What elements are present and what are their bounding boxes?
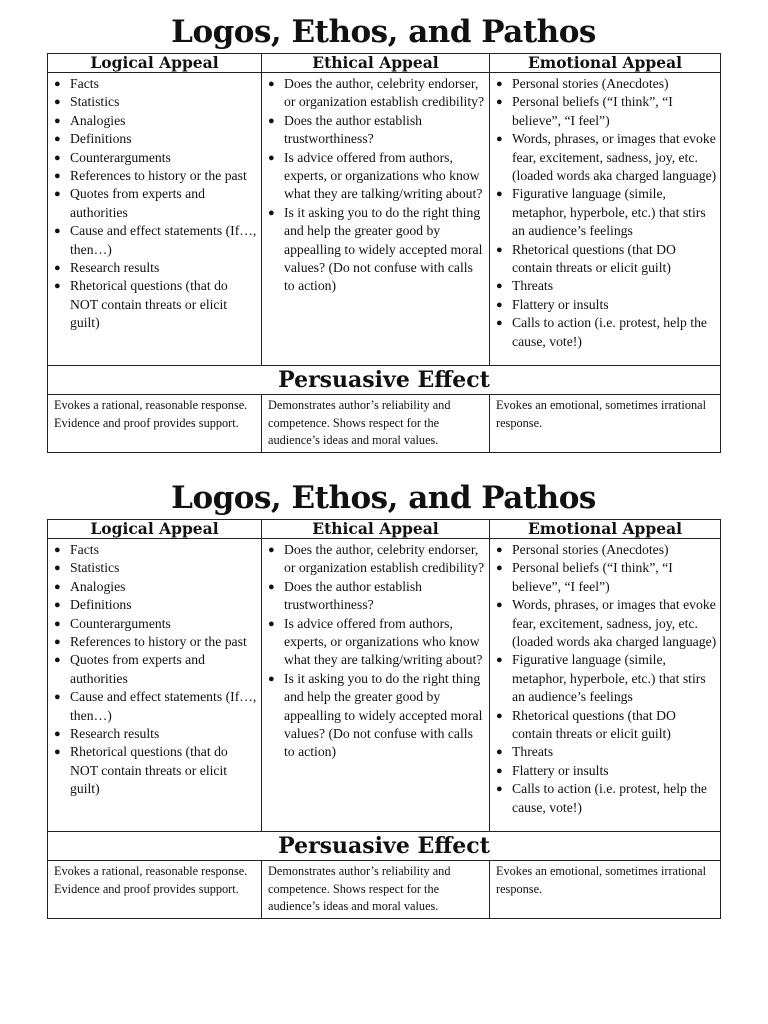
ethical-cell: [262, 539, 490, 832]
list-item: ● Quotes from experts and authorities: [54, 186, 205, 220]
list-item: ● Does the author establish trustworthiness?: [268, 112, 422, 147]
list-item: ● Does the author establish trustworthiness?: [268, 578, 422, 613]
header-row: [48, 520, 721, 539]
list-item: ● Personal stories (Anecdotes): [496, 541, 717, 559]
logical-list: [48, 539, 261, 802]
appeals-table: [47, 519, 721, 919]
ethical-list: [262, 539, 489, 765]
bullet-icon: ●: [268, 78, 275, 90]
bullet-icon: ●: [496, 133, 503, 146]
list-item: ● Personal beliefs (“I think”, “I believe”, “I feel”): [496, 94, 673, 128]
header-ethical-appeal: Ethical Appeal: [262, 54, 490, 73]
bullet-icon: ●: [496, 783, 503, 796]
effect-logical: Evokes a rational, reasonable response. Evidence and proof provides support.: [48, 395, 262, 453]
handout-card-2: [47, 478, 720, 919]
logical-list: [48, 73, 261, 336]
bullet-icon: ●: [54, 262, 61, 275]
bullet-icon: ●: [268, 672, 275, 685]
list-item: ● Research results: [54, 259, 258, 277]
list-item: ● References to history or the past: [54, 633, 258, 651]
card-title: Logos, Ethos, and Pathos: [171, 480, 596, 516]
bullet-icon: ●: [54, 617, 61, 630]
bullet-icon: ●: [54, 746, 61, 759]
list-item: ● Does the author, celebrity endorser, or organization establish credibility?: [268, 76, 485, 110]
effect-emotional: Evokes an emotional, sometimes irrational response.: [490, 861, 721, 919]
list-item: ● Words, phrases, or images that evoke fear, excitement, sadness, joy, etc. (loaded words aka charged language): [496, 597, 717, 650]
ethical-list: [262, 73, 489, 299]
appeals-row: [48, 539, 721, 832]
bullet-icon: ●: [54, 599, 61, 612]
list-item: ● Analogies: [54, 578, 258, 596]
bullet-icon: ●: [54, 188, 61, 201]
bullet-icon: ●: [496, 317, 503, 330]
bullet-icon: ●: [54, 280, 61, 293]
bullet-icon: ●: [268, 151, 275, 164]
list-item: ● Counterarguments: [54, 149, 258, 167]
ethical-cell: [262, 73, 490, 366]
bullet-icon: ●: [54, 544, 61, 556]
list-item: ● Facts: [54, 541, 258, 559]
appeals-table: [47, 53, 721, 453]
list-item: ● Personal beliefs (“I think”, “I believe”, “I feel”): [496, 560, 673, 594]
list-item: ● Words, phrases, or images that evoke fear, excitement, sadness, joy, etc. (loaded words aka charged language): [496, 131, 717, 184]
list-item: ● Statistics: [54, 559, 258, 577]
effect-ethical: Demonstrates author’s reliability and competence. Shows respect for the audience’s ideas and moral values.: [262, 395, 490, 453]
header-emotional-appeal: Emotional Appeal: [490, 520, 721, 539]
bullet-icon: ●: [54, 654, 61, 667]
list-item: ● Definitions: [54, 130, 258, 148]
emotional-list: [490, 539, 720, 820]
effect-ethical: Demonstrates author’s reliability and competence. Shows respect for the audience’s ideas and moral values.: [262, 861, 490, 919]
list-item: ● Flattery or insults: [496, 762, 717, 780]
bullet-icon: ●: [496, 298, 503, 311]
header-ethical-appeal: Ethical Appeal: [262, 520, 490, 539]
list-item: ● Rhetorical questions (that do NOT contain threats or elicit guilt): [54, 278, 228, 331]
bullet-icon: ●: [496, 709, 503, 722]
bullet-icon: ●: [496, 96, 503, 109]
emotional-cell: [490, 73, 721, 366]
bullet-icon: ●: [54, 96, 61, 109]
list-item: ● Figurative language (simile, metaphor, hyperbole, etc.) that stirs an audience’s feelings: [496, 186, 706, 239]
bullet-icon: ●: [54, 562, 61, 575]
header-logical-appeal: Logical Appeal: [48, 520, 262, 539]
list-item: ● Calls to action (i.e. protest, help the cause, vote!): [496, 781, 708, 815]
bullet-icon: ●: [268, 114, 275, 127]
bullet-icon: ●: [54, 580, 61, 593]
bullet-icon: ●: [268, 206, 275, 219]
list-item: ● Facts: [54, 75, 258, 93]
effect-row: [48, 861, 721, 919]
bullet-icon: ●: [54, 133, 61, 146]
header-row: [48, 54, 721, 73]
emotional-cell: [490, 539, 721, 832]
list-item: ● Analogies: [54, 112, 258, 130]
header-emotional-appeal: Emotional Appeal: [490, 54, 721, 73]
bullet-icon: ●: [268, 617, 275, 630]
effect-title: Persuasive Effect: [48, 366, 721, 395]
list-item: ● Is advice offered from authors, experts, or organizations who know what they are talking/writing about?: [268, 615, 483, 668]
bullet-icon: ●: [496, 78, 503, 90]
bullet-icon: ●: [54, 114, 61, 127]
bullet-icon: ●: [496, 544, 503, 556]
effect-title-row: [48, 832, 721, 861]
list-item: ● Figurative language (simile, metaphor, hyperbole, etc.) that stirs an audience’s feelings: [496, 652, 706, 705]
effect-emotional: Evokes an emotional, sometimes irrational response.: [490, 395, 721, 453]
list-item: ● Research results: [54, 725, 258, 743]
logical-cell: [48, 539, 262, 832]
bullet-icon: ●: [54, 636, 61, 649]
bullet-icon: ●: [54, 151, 61, 164]
list-item: ● References to history or the past: [54, 167, 258, 185]
list-item: ● Definitions: [54, 596, 258, 614]
list-item: ● Cause and effect statements (If…, then…): [54, 223, 257, 257]
list-item: ● Counterarguments: [54, 615, 258, 633]
card-title: Logos, Ethos, and Pathos: [171, 14, 596, 50]
list-item: ● Is advice offered from authors, experts, or organizations who know what they are talking/writing about?: [268, 149, 483, 202]
list-item: ● Rhetorical questions (that DO contain threats or elicit guilt): [496, 241, 676, 276]
bullet-icon: ●: [496, 599, 503, 612]
list-item: ● Does the author, celebrity endorser, or organization establish credibility?: [268, 542, 485, 576]
bullet-icon: ●: [54, 691, 61, 704]
bullet-icon: ●: [268, 580, 275, 593]
bullet-icon: ●: [496, 562, 503, 575]
list-item: ● Cause and effect statements (If…, then…): [54, 689, 257, 723]
bullet-icon: ●: [54, 225, 61, 238]
list-item: ● Flattery or insults: [496, 296, 717, 314]
bullet-icon: ●: [496, 746, 503, 759]
list-item: ● Rhetorical questions (that DO contain threats or elicit guilt): [496, 707, 676, 742]
emotional-list: [490, 73, 720, 354]
list-item: ● Quotes from experts and authorities: [54, 652, 205, 686]
list-item: ● Threats: [496, 277, 717, 295]
bullet-icon: ●: [496, 243, 503, 256]
list-item: ● Is it asking you to do the right thing and help the greater good by appealling to widely accepted moral values? (Do not confuse with calls to action): [268, 670, 483, 760]
effect-title: Persuasive Effect: [48, 832, 721, 861]
list-item: ● Threats: [496, 743, 717, 761]
list-item: ● Is it asking you to do the right thing and help the greater good by appealling to widely accepted moral values? (Do not confuse with calls to action): [268, 204, 483, 294]
list-item: ● Rhetorical questions (that do NOT contain threats or elicit guilt): [54, 744, 228, 797]
list-item: ● Statistics: [54, 93, 258, 111]
appeals-row: [48, 73, 721, 366]
list-item: ● Calls to action (i.e. protest, help the cause, vote!): [496, 315, 708, 349]
list-item: ● Personal stories (Anecdotes): [496, 75, 717, 93]
bullet-icon: ●: [54, 728, 61, 741]
bullet-icon: ●: [496, 654, 503, 667]
handout-card-1: [47, 12, 720, 453]
bullet-icon: ●: [496, 764, 503, 777]
header-logical-appeal: Logical Appeal: [48, 54, 262, 73]
bullet-icon: ●: [268, 544, 275, 556]
bullet-icon: ●: [496, 188, 503, 201]
logical-cell: [48, 73, 262, 366]
effect-row: [48, 395, 721, 453]
effect-logical: Evokes a rational, reasonable response. Evidence and proof provides support.: [48, 861, 262, 919]
bullet-icon: ●: [54, 170, 61, 183]
bullet-icon: ●: [54, 78, 61, 90]
bullet-icon: ●: [496, 280, 503, 293]
effect-title-row: [48, 366, 721, 395]
